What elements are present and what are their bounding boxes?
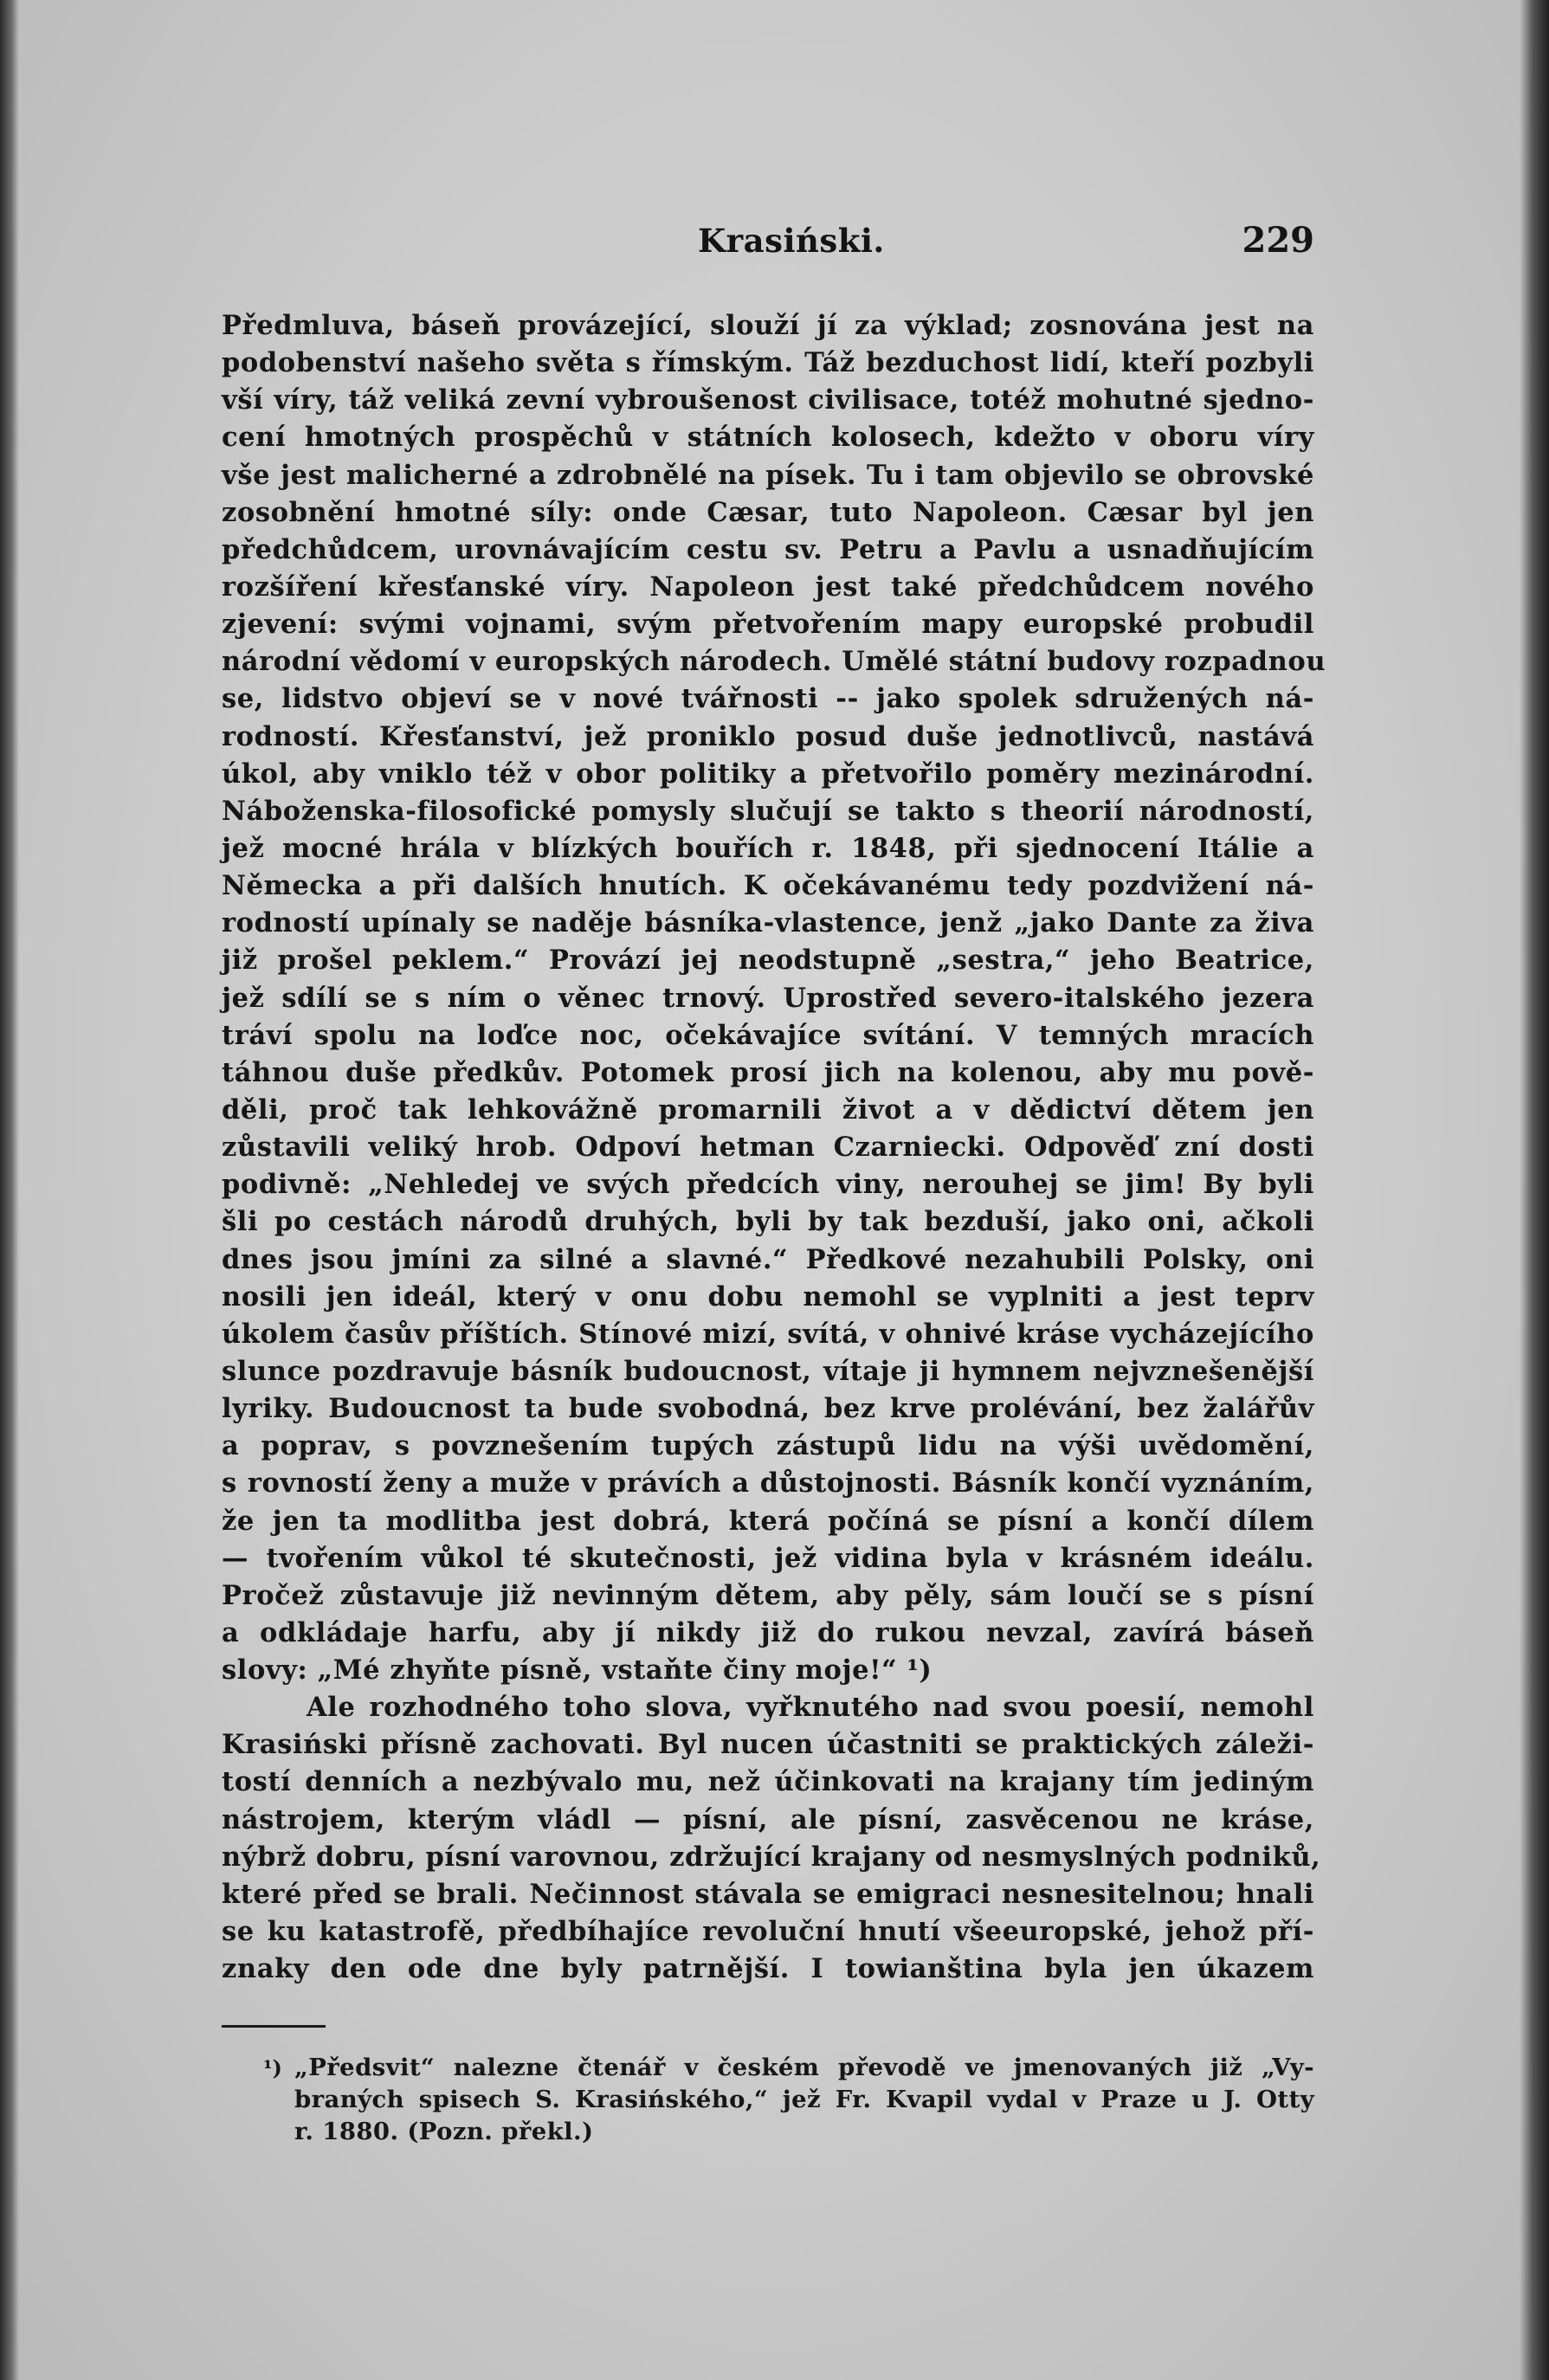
text-line: nástrojem, kterým vládl — písní, ale písní, zasvěcenou ne kráse, (222, 1803, 1314, 1835)
text-line: Ale rozhodného toho slova, vyřknutého nad svou poesií, nemohl (307, 1692, 1314, 1724)
footnote-line: r. 1880. (Pozn. překl.) (294, 2118, 594, 2145)
text-line: vše jest malicherné a zdrobnělé na písek. Tu i tam objevilo se obrovské (222, 459, 1314, 491)
text-line: Krasiński přísně zachovati. Byl nucen účastniti se praktických záleži- (222, 1729, 1314, 1761)
body-text (222, 307, 1326, 1988)
page-header (222, 216, 1314, 268)
text-line: se, lidstvo objeví se v nové tvářnosti -- jako spolek sdružených ná- (222, 683, 1314, 715)
text-line: zjevení: svými vojnami, svým přetvořením mapy europské probudil (222, 609, 1314, 641)
text-line: šli po cestách národů druhých, byli by tak bezduší, jako oni, ačkoli (222, 1206, 1314, 1238)
text-line: že jen ta modlitba jest dobrá, která počíná se písní a končí dílem (222, 1505, 1314, 1537)
text-line: slunce pozdravuje básník budoucnost, vítaje ji hymnem nejvznešenější (222, 1355, 1314, 1387)
text-line: národní vědomí v europských národech. Umělé státní budovy rozpadnou (222, 646, 1326, 678)
text-line: s rovností ženy a muže v právích a důstojnosti. Básník končí vyznáním, (222, 1467, 1314, 1500)
text-line: podobenství našeho světa s římským. Táž bezduchost lidí, kteří pozbyli (222, 347, 1314, 379)
page-edge-shadow-left (0, 0, 19, 2380)
page-number: 229 (1242, 220, 1314, 261)
text-line: vší víry, táž veliká zevní vybroušenost civilisace, totéž mohutné sjedno- (222, 384, 1314, 416)
text-line: se ku katastrofě, předbíhajíce revoluční hnutí všeeuropské, jehož pří- (222, 1916, 1314, 1948)
footnote-marker: ¹) (263, 2055, 282, 2080)
text-line: znaky den ode dne byly patrnější. I towianština byla jen úkazem (222, 1953, 1314, 1985)
text-line: a poprav, s povznešením tupých zástupů lidu na výši uvědomění, (222, 1430, 1314, 1462)
text-line: cení hmotných prospěchů v státních kolosech, kdežto v oboru víry (222, 422, 1314, 454)
text-line: předchůdcem, urovnávajícím cestu sv. Petru a Pavlu a usnadňujícím (222, 533, 1314, 565)
text-line: slovy: „Mé zhyňte písně, vstaňte činy moje!“ ¹) (222, 1654, 933, 1687)
running-head: Krasiński. (698, 222, 885, 260)
page-edge-shadow-right (1520, 0, 1549, 2380)
text-line: tostí denních a nezbývalo mu, než účinkovati na krajany tím jediným (222, 1766, 1314, 1798)
text-line: a odkládaje harfu, aby jí nikdy již do rukou nevzal, zavírá báseň (222, 1616, 1314, 1648)
text-line: úkolem časův příštích. Stínové mizí, svítá, v ohnivé kráse vycházejícího (222, 1318, 1314, 1350)
text-line: Pročež zůstavuje již nevinným dětem, aby pěly, sám loučí se s písní (222, 1579, 1314, 1611)
text-line: již prošel peklem.“ Provází jej neodstupně „sestra,“ jeho Beatrice, (222, 945, 1314, 977)
text-line: jež sdílí se s ním o věnec trnový. Uprostřed severo-italského jezera (222, 982, 1314, 1014)
text-line: jež mocné hrála v blízkých bouřích r. 1848, při sjednocení Itálie a (222, 832, 1314, 864)
text-line: nosili jen ideál, který v onu dobu nemohl se vyplniti a jest teprv (222, 1280, 1314, 1313)
text-line: které před se brali. Nečinnost stávala se emigraci nesnesitelnou; hnali (222, 1878, 1314, 1910)
text-line: táhnou duše předkův. Potomek prosí jich na kolenou, aby mu pově- (222, 1056, 1314, 1088)
text-line: Náboženska-filosofické pomysly slučují se takto s theorií národností, (222, 795, 1314, 827)
text-line: Předmluva, báseň provázející, slouží jí za výklad; zosnována jest na (222, 310, 1314, 341)
text-line: rodností. Křesťanství, jež proniklo posud duše jednotlivců, nastává (222, 720, 1314, 752)
footnote-separator (222, 2025, 326, 2028)
text-line: — tvořením vůkol té skutečnosti, jež vidina byla v krásném ideálu. (222, 1542, 1314, 1574)
text-line: zůstavili veliký hrob. Odpoví hetman Czarniecki. Odpověď zní dosti (222, 1132, 1314, 1164)
text-line: dnes jsou jmíni za silné a slavné.“ Předkové nezahubili Polsky, oni (222, 1243, 1314, 1275)
footnote-line: braných spisech S. Krasińského,“ jež Fr. Kvapil vydal v Praze u J. Otty (294, 2086, 1314, 2113)
text-line: nýbrž dobru, písní varovnou, zdržující krajany od nesmyslných podniků, (222, 1841, 1321, 1873)
text-line: rodností upínaly se naděje básníka-vlastence, jenž „jako Dante za živa (222, 907, 1314, 939)
footnote-line: „Předsvit“ nalezne čtenář v českém převodě ve jmenovaných již „Vy- (294, 2054, 1314, 2081)
text-line: Německa a při dalších hnutích. K očekávanému tedy pozdvižení ná- (222, 870, 1314, 902)
footnote (263, 2052, 1314, 2148)
text-line: rozšíření křesťanské víry. Napoleon jest také předchůdcem nového (222, 571, 1314, 603)
text-line: podivně: „Nehledej ve svých předcích viny, nerouhej se jim! By byli (222, 1169, 1314, 1201)
text-line: zosobnění hmotné síly: onde Cæsar, tuto Napoleon. Cæsar byl jen (222, 496, 1314, 528)
text-line: tráví spolu na loďce noc, očekávajíce svítání. V temných mracích (222, 1019, 1314, 1051)
text-line: děli, proč tak lehkovážně promarnili život a v dědictví dětem jen (222, 1093, 1314, 1126)
text-line: lyriky. Budoucnost ta bude svobodná, bez krve prolévání, bez žalářův (222, 1393, 1314, 1425)
text-line: úkol, aby vniklo též v obor politiky a přetvořilo poměry mezinárodní. (222, 758, 1314, 790)
